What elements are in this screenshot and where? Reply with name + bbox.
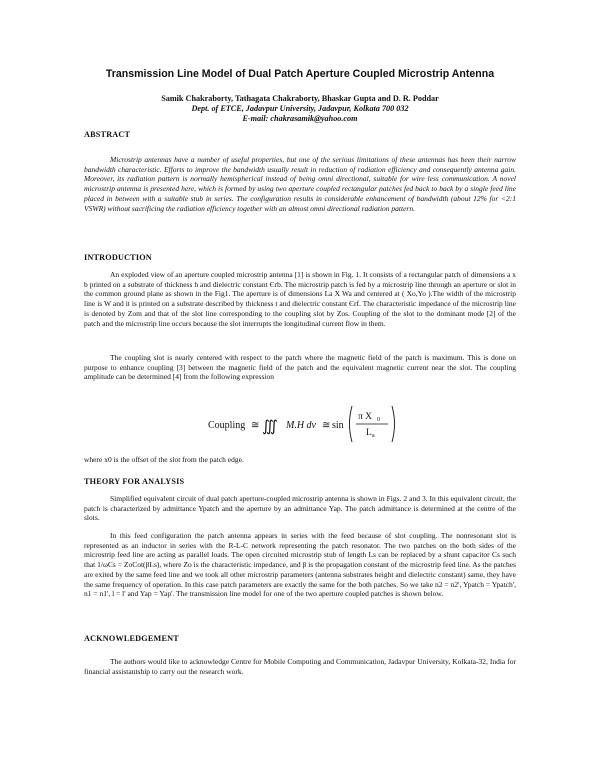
author-list: Samik Chakraborty, Tathagata Chakraborty, Bhaskar Gupta and D. R. Poddar <box>161 94 439 103</box>
equation-denominator-subscript: a <box>372 433 375 439</box>
left-brace <box>350 406 353 442</box>
equation-denominator: L <box>366 428 372 438</box>
equation-function: sin <box>332 420 344 431</box>
theory-heading: THEORY FOR ANALYSIS <box>84 477 185 486</box>
paper-title: Transmission Line Model of Dual Patch Aperture Coupled Microstrip Antenna <box>105 68 495 80</box>
equation-integral: ∭ <box>262 419 278 435</box>
equation-relation: ≅ <box>251 420 260 431</box>
abstract-heading: ABSTRACT <box>84 130 131 139</box>
equation-integrand: M.H dv <box>286 420 316 431</box>
equation-relation-2: ≅ <box>322 420 331 431</box>
theory-paragraph-1: Simplified equivalent circuit of dual patch aperture-coupled microstrip antenna is shown in Figs. 2 and 3. In this equivalent circuit, the patch is characterized by admittance Ypatch and the aperture by an admittance Yap. The patch admittance is determined at the centre of the slots. <box>84 494 516 523</box>
coupling-equation <box>206 400 396 448</box>
acknowledgement-heading: ACKNOWLEDGEMENT <box>84 634 179 643</box>
abstract-text: Microstrip antennas have a number of useful properties, but one of the serious limitations of these antennas has been their narrow bandwidth characteristic. Efforts to improve the bandwidth usually result in reduction of radiation efficiency and consequently antenna gain. Moreover, its radiation pattern is normally hemispherical instead of being omni directional, suitable for wire less communication. A novel microstrip antenna is presented here, which is formed by using two aperture coupled rectangular patches fed back to back by a single feed line placed in between with a suitable stub in series. The configuration results in considerable enhancement of bandwidth (about 12% for <2:1 VSWR) without sacrificing the radiation efficiency together with an almost omni directional radiation pattern. <box>84 155 516 213</box>
equation-lhs: Coupling <box>208 420 246 431</box>
right-brace <box>392 406 395 442</box>
equation-numerator-subscript: 0 <box>377 417 380 423</box>
introduction-paragraph-2: The coupling slot is nearly centered with respect to the patch where the magnetic field of the patch is maximum. This is done on purpose to enhance coupling [3] between the magnetic field of the patch and the equivalent magnetic current near the slot. The coupling amplitude can be determined [4] from the following expression <box>84 353 516 382</box>
equation-numerator: π X <box>358 412 373 422</box>
affiliation: Dept. of ETCE, Jadavpur University, Jadavpur, Kolkata 700 032 <box>191 104 409 113</box>
introduction-heading: INTRODUCTION <box>84 253 152 262</box>
introduction-paragraph-3: where x0 is the offset of the slot from the patch edge. <box>84 455 244 464</box>
theory-paragraph-2: In this feed configuration the patch antenna appears in series with the feed because of slot coupling. The nonresonant slot is represented as an inductor in series with the R-L-C network representing the patch resonator. The two patches on the both sides of the microstrip feed line are acting as parallel loads. The open circuited microstrip stub of length Ls can be replaced by a shunt capacitor Cs such that 1/ωCs = ZoCot(βLs), where Zo is the characteristic impedance, and β is the propagation constant of the microstrip feed line. As the patches are exited by the same feed line and we took all other microstrip parameters (antenna substrates height and dielectric constant) same, they have the same frequency of operation. In this case patch parameters are exactly the same for the both patches. So we take n2 = n2', Ypatch = Ypatch', n1 = n1', l = l' and Yap = Yap'. The transmission line model for one of the two aperture coupled patches is shown below. <box>84 531 516 599</box>
author-email: E-mail: chakrasamik@yahoo.com <box>242 114 358 123</box>
introduction-paragraph-1: An exploded view of an aperture coupled microstrip antenna [1] is shown in Fig. 1. It consists of a rectangular patch of dimensions a x b printed on a substrate of thickness h and dielectric constant Єrb. The microstrip patch is fed by a microstrip line through an aperture or slot in the common ground plane as shown in the Fig1. The aperture is of dimensions La X Wa and centered at ( Xo,Yo ).The width of the microstrip line is W and it is printed on a substrate described by thickness t and dielectric constant Єrf. The characteristic impedance of the microstrip line is denoted by Zom and that of the slot line corresponding to the coupling slot by Zos. Coupling of the slot to the dominant mode [2] of the patch and the microstrip line occurs because the slot interrupts the longitudinal current flow in them. <box>84 270 516 328</box>
acknowledgement-text: The authors would like to acknowledge Centre for Mobile Computing and Communication, Jadavpur University, Kolkata-32, India for financial assistantship to carry out the research work. <box>84 657 516 676</box>
